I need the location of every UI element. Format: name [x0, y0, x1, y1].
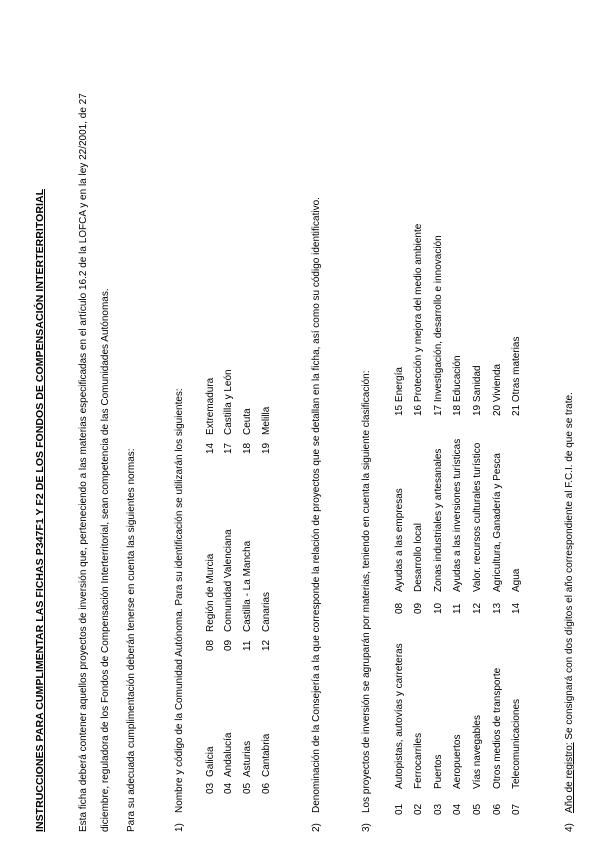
- region-name: Asturias: [242, 740, 253, 777]
- materia-name: Valor. recursos culturales turístico: [472, 442, 483, 592]
- materia-code: 10: [433, 602, 444, 614]
- materia-item: [473, 365, 483, 416]
- section-4-number: 4): [564, 823, 575, 832]
- materia-name: Vivienda: [492, 363, 503, 403]
- materia-code: 17: [433, 404, 444, 416]
- materia-name: Investigación, desarrollo e innovación: [433, 235, 444, 403]
- materia-code: 01: [394, 803, 405, 815]
- section-3-text: Los proyectos de inversión se agruparán por materias, teniendo en cuenta la siguiente clasificación:: [361, 370, 372, 813]
- materia-code: 14: [511, 602, 522, 614]
- materia-name: Sanidad: [472, 365, 483, 403]
- region-code: 03: [205, 782, 216, 794]
- materia-name: Autopistas, autovías y carreteras: [394, 643, 405, 789]
- region-code: 06: [261, 782, 272, 794]
- region-name: Galicia: [205, 746, 216, 777]
- section-2-text: Denominación de la Consejería a la que corresponde la relación de proyectos que se detallan en la ficha, así como su código identificativo.: [311, 197, 322, 813]
- document-title: INSTRUCCIONES PARA CUMPLIMENTAR LAS FICHAS P347F1 Y F2 DE LOS FONDOS DE COMPENSACIÓN INTERTERRITORIAL: [34, 188, 46, 832]
- region-code: 09: [223, 639, 234, 651]
- materia-item: [434, 235, 444, 416]
- region-code: 05: [242, 782, 253, 794]
- spacer: [452, 402, 463, 405]
- region-name: Región de Murcia: [205, 553, 216, 632]
- section-4-body: Se consignará con dos dígitos el año correspondiente al F.C.I. de que se trate.: [564, 392, 575, 743]
- materia-item: [453, 355, 463, 416]
- region-name: Canarias: [261, 591, 272, 632]
- section-2-number: 2): [311, 823, 322, 832]
- materia-code: 20: [492, 404, 503, 416]
- materia-item: [414, 224, 424, 416]
- section-4-label: Año de registro:: [564, 742, 575, 813]
- materia-item: [512, 337, 522, 416]
- materia-name: Energía: [394, 367, 405, 403]
- intro-line-3: Para su adecuada cumplimentación deberán tenerse en cuenta las siguientes normas:: [126, 448, 137, 832]
- materia-name: Protección y mejora del medio ambiente: [413, 223, 424, 403]
- spacer: [472, 402, 483, 405]
- region-name: Extremadura: [205, 377, 216, 435]
- spacer: [433, 402, 444, 405]
- spacer: [394, 402, 405, 405]
- materia-item: [395, 367, 405, 416]
- region-name: Castilla y León: [223, 369, 234, 435]
- materia-code: 04: [452, 803, 463, 815]
- materia-item: [493, 364, 503, 416]
- materia-name: Otras materias: [511, 336, 522, 403]
- materia-name: Ayudas a las empresas: [394, 488, 405, 592]
- materia-name: Agua: [511, 568, 522, 592]
- materia-name: Ferrocarriles: [413, 732, 424, 789]
- materia-name: Agricultura, Ganadería y Pesca: [492, 453, 503, 592]
- materia-name: Otros medios de transporte: [492, 667, 503, 789]
- region-code: 12: [261, 639, 272, 651]
- materia-code: 05: [472, 803, 483, 815]
- materia-name: Desarrollo local: [413, 523, 424, 592]
- section-4-text: [565, 392, 575, 813]
- materia-code: 08: [394, 602, 405, 614]
- materia-code: 02: [413, 803, 424, 815]
- spacer: [511, 402, 522, 405]
- section-1-text: Nombre y código de la Comunidad Autónoma. Para su identificación se utilizarán los siguientes:: [174, 388, 185, 813]
- materia-code: 18: [452, 404, 463, 416]
- spacer: [413, 402, 424, 405]
- materia-code: 21: [511, 404, 522, 416]
- spacer: [492, 402, 503, 405]
- materia-code: 19: [472, 404, 483, 416]
- region-name: Andalucía: [223, 732, 234, 777]
- materia-name: Ayudas a las inversiones turísticas: [452, 438, 463, 592]
- region-code: 19: [261, 442, 272, 454]
- materia-code: 16: [413, 404, 424, 416]
- materia-name: Telecomunicaciones: [511, 698, 522, 789]
- section-1-number: 1): [174, 823, 185, 832]
- region-code: 04: [223, 782, 234, 794]
- materia-code: 09: [413, 602, 424, 614]
- region-name: Ceuta: [242, 408, 253, 435]
- materia-name: Vías navegables: [472, 715, 483, 789]
- region-name: Castilla - La Mancha: [242, 540, 253, 632]
- region-code: 11: [242, 640, 253, 651]
- region-name: Comunidad Valenciana: [223, 529, 234, 632]
- materia-code: 07: [511, 803, 522, 815]
- materia-name: Puertos: [433, 754, 444, 789]
- section-3-number: 3): [361, 823, 372, 832]
- intro-line-1: Esta ficha deberá contener aquellos proyectos de inversión que, perteneciendo a las materias especificadas en el artículo 16.2 de la LOFCA y en la ley 22/2001, de 27: [78, 93, 89, 832]
- materia-code: 13: [492, 602, 503, 614]
- region-code: 14: [205, 442, 216, 454]
- intro-line-2: diciembre, reguladora de los Fondos de Compensación Interterritorial, sean competencia de las Comunidades Autónomas.: [100, 288, 111, 832]
- materia-code: 03: [433, 803, 444, 815]
- materia-name: Educación: [452, 355, 463, 403]
- region-code: 18: [242, 442, 253, 454]
- materia-name: Zonas industriales y artesanales: [433, 448, 444, 592]
- materia-code: 15: [394, 404, 405, 416]
- region-code: 17: [223, 442, 234, 454]
- materia-code: 11: [452, 603, 463, 614]
- region-name: Melilla: [261, 406, 272, 435]
- region-code: 08: [205, 639, 216, 651]
- materia-code: 06: [492, 803, 503, 815]
- materia-name: Aeropuertos: [452, 734, 463, 789]
- region-name: Cantabria: [261, 733, 272, 777]
- materia-code: 12: [472, 602, 483, 614]
